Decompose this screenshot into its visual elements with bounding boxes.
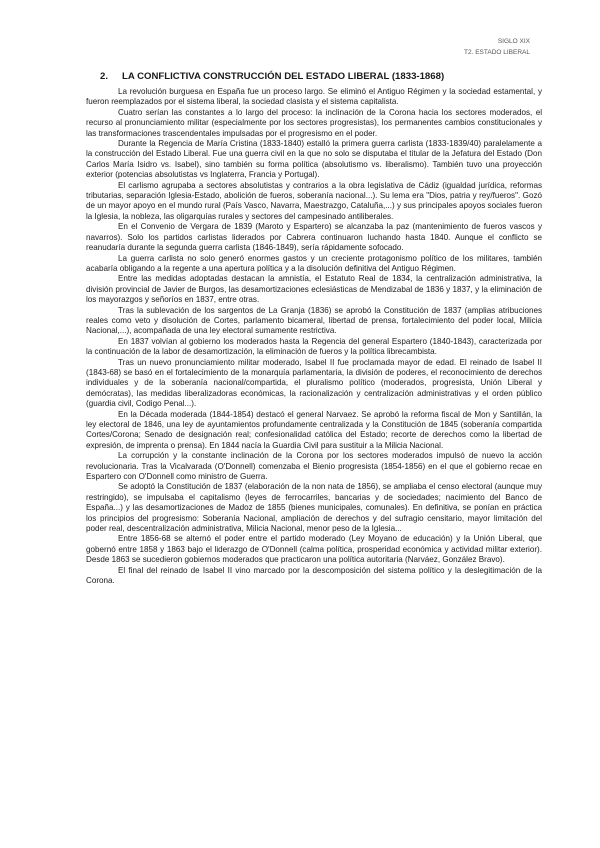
paragraph: El carlismo agrupaba a sectores absolutistas y contrarios a la obra legislativa de Cádiz (igualdad jurídica, reformas tributarias, separación Iglesia-Estado, abolición de fueros, soberanía nacional...). Su lema era "Dios, patria y rey/fueros". Gozó de un mayor apoyo en el mundo rural (País Vasco, Navarra, Maestrazgo, Cataluña,...) y sus principales apoyos sociales fueron la Iglesia, la nobleza, las oligarquías rurales y sectores del campesinado antiliberales. <box>86 180 542 221</box>
paragraph: La revolución burguesa en España fue un proceso largo. Se eliminó el Antiguo Régimen y la sociedad estamental, y fueron reemplazados por el sistema liberal, la sociedad clasista y el sistema capitalista. <box>86 87 542 107</box>
paragraph: Entre las medidas adoptadas destacan la amnistía, el Estatuto Real de 1834, la centralización administrativa, la división provincial de Javier de Burgos, las desamortizaciones eclesiásticas de Mendizabal de 1836 y 1837, y la eliminación de los mayorazgos y señoríos en 1837, entre otras. <box>86 274 542 305</box>
paragraph: En la Década moderada (1844-1854) destacó el general Narvaez. Se aprobó la reforma fiscal de Mon y Santillán, la ley electoral de 1846, una ley de ayuntamientos profundamente centralizada y la Constitución de 1845 (soberanía compartida Cortes/Corona; Senado de designación real; confesionalidad católica del Estado; recorte de derechos como la libertad de expresión, de imprenta o prensa). En 1844 nacía la Guardia Civil para sustituir a la Milicia Nacional. <box>86 409 542 450</box>
paragraph: Tras un nuevo pronunciamiento militar moderado, Isabel II fue proclamada mayor de edad. El reinado de Isabel II (1843-68) se basó en el fortalecimiento de la monarquía parlamentaria, la división de poderes, el reconocimiento de derechos individuales y de la soberanía nacional/compartida, el pluralismo político (moderados, progresista, Unión Liberal y demócratas), las medidas liberalizadoras económicas, la racionalización y centralización administrativas y el orden público (guardia civil, Codigo Penal...). <box>86 357 542 409</box>
paragraph: La corrupción y la constante inclinación de la Corona por los sectores moderados impulsó de nuevo la acción revolucionaria. Tras la Vicalvarada (O'Donnell) comenzaba el Bienio progresista (1854-1856) en el que el gobierno recae en Espartero con O'Donnell como ministro de Guerra. <box>86 451 542 482</box>
paragraph: Cuatro serían las constantes a lo largo del proceso: la inclinación de la Corona hacia los sectores moderados, el recurso al pronunciamiento militar (especialmente por los sectores progresistas), los permanentes cambios constitucionales y las transformaciones trascendentales impulsadas por el progresismo en el poder. <box>86 107 542 138</box>
paragraph: Tras la sublevación de los sargentos de La Granja (1836) se aprobó la Constitución de 1837 (amplias atribuciones reales como veto y disolución de Cortes, parlamento bicameral, libertad de prensa, fortalecimiento del poder local, Milicia Nacional,...), acompañada de una ley electoral sumamente restrictiva. <box>86 305 542 336</box>
section-number: 2. <box>100 71 109 82</box>
page-header <box>464 36 530 58</box>
paragraph: Se adoptó la Constitución de 1837 (elaboración de la non nata de 1856), se ampliaba el censo electoral (aunque muy restringido), se impulsaba el capitalismo (leyes de ferrocarriles, bancarias y de sociedades; nacimiento del Banco de España...) y las desamortizaciones de Madoz de 1855 (bienes municipales, comunales). En definitiva, se ponían en práctica los principios del progresismo: Soberanía Nacional, ampliación de derechos y del sufragio censitario, mayor limitación del poder real, descentralización administrativa, Milicia Nacional, menor peso de la Iglesia... <box>86 482 542 534</box>
paragraph: Entre 1856-68 se alternó el poder entre el partido moderado (Ley Moyano de educación) y la Unión Liberal, que gobernó entre 1858 y 1863 bajo el liderazgo de O'Donnell (calma política, prosperidad económica y actividad militar exterior). Desde 1863 se sucedieron gobiernos moderados que practicaron una política autoritaria (Narváez, González Bravo). <box>86 534 542 565</box>
document-body <box>86 87 542 587</box>
paragraph: El final del reinado de Isabel II vino marcado por la descomposición del sistema político y la deslegitimación de la Corona. <box>86 565 542 586</box>
paragraph: En 1837 volvían al gobierno los moderados hasta la Regencia del general Espartero (1840-1843), caracterizada por la continuación de la labor de desamortización, la eliminación de fueros y la política librecambista. <box>86 336 542 357</box>
paragraph: La guerra carlista no solo generó enormes gastos y un creciente protagonismo político de los militares, también acabaría obligando a la regente a una apertura política y a la disolución definitiva del Antiguo Régimen. <box>86 253 542 273</box>
section-title-text: LA CONFLICTIVA CONSTRUCCIÓN DEL ESTADO LIBERAL (1833-1868) <box>122 71 445 82</box>
header-subject: SIGLO XIX <box>497 38 530 45</box>
section-title <box>100 71 540 83</box>
header-topic: T2. ESTADO LIBERAL <box>464 49 530 56</box>
paragraph: En el Convenio de Vergara de 1839 (Maroto y Espartero) se alcanzaba la paz (mantenimiento de fueros vascos y navarros). Solo los partidos carlistas liderados por Cabrera continuaron luchando hasta 1840. Aunque el conflicto se reanudaría durante la segunda guerra carlista (1846-1849), sería rápidamente sofocado. <box>86 222 542 253</box>
paragraph: Durante la Regencia de María Cristina (1833-1840) estalló la primera guerra carlista (1833-1839/40) paralelamente a la construcción del Estado Liberal. Fue una guerra civil en la que no solo se disputaba el titular de la Jefatura del Estado (Don Carlos María Isidro vs. Isabel), sino también su forma política (absolutismo vs. liberalismo). También tuvo una proyección exterior (potencias absolutistas vs Inglaterra, Francia y Portugal). <box>86 139 542 180</box>
